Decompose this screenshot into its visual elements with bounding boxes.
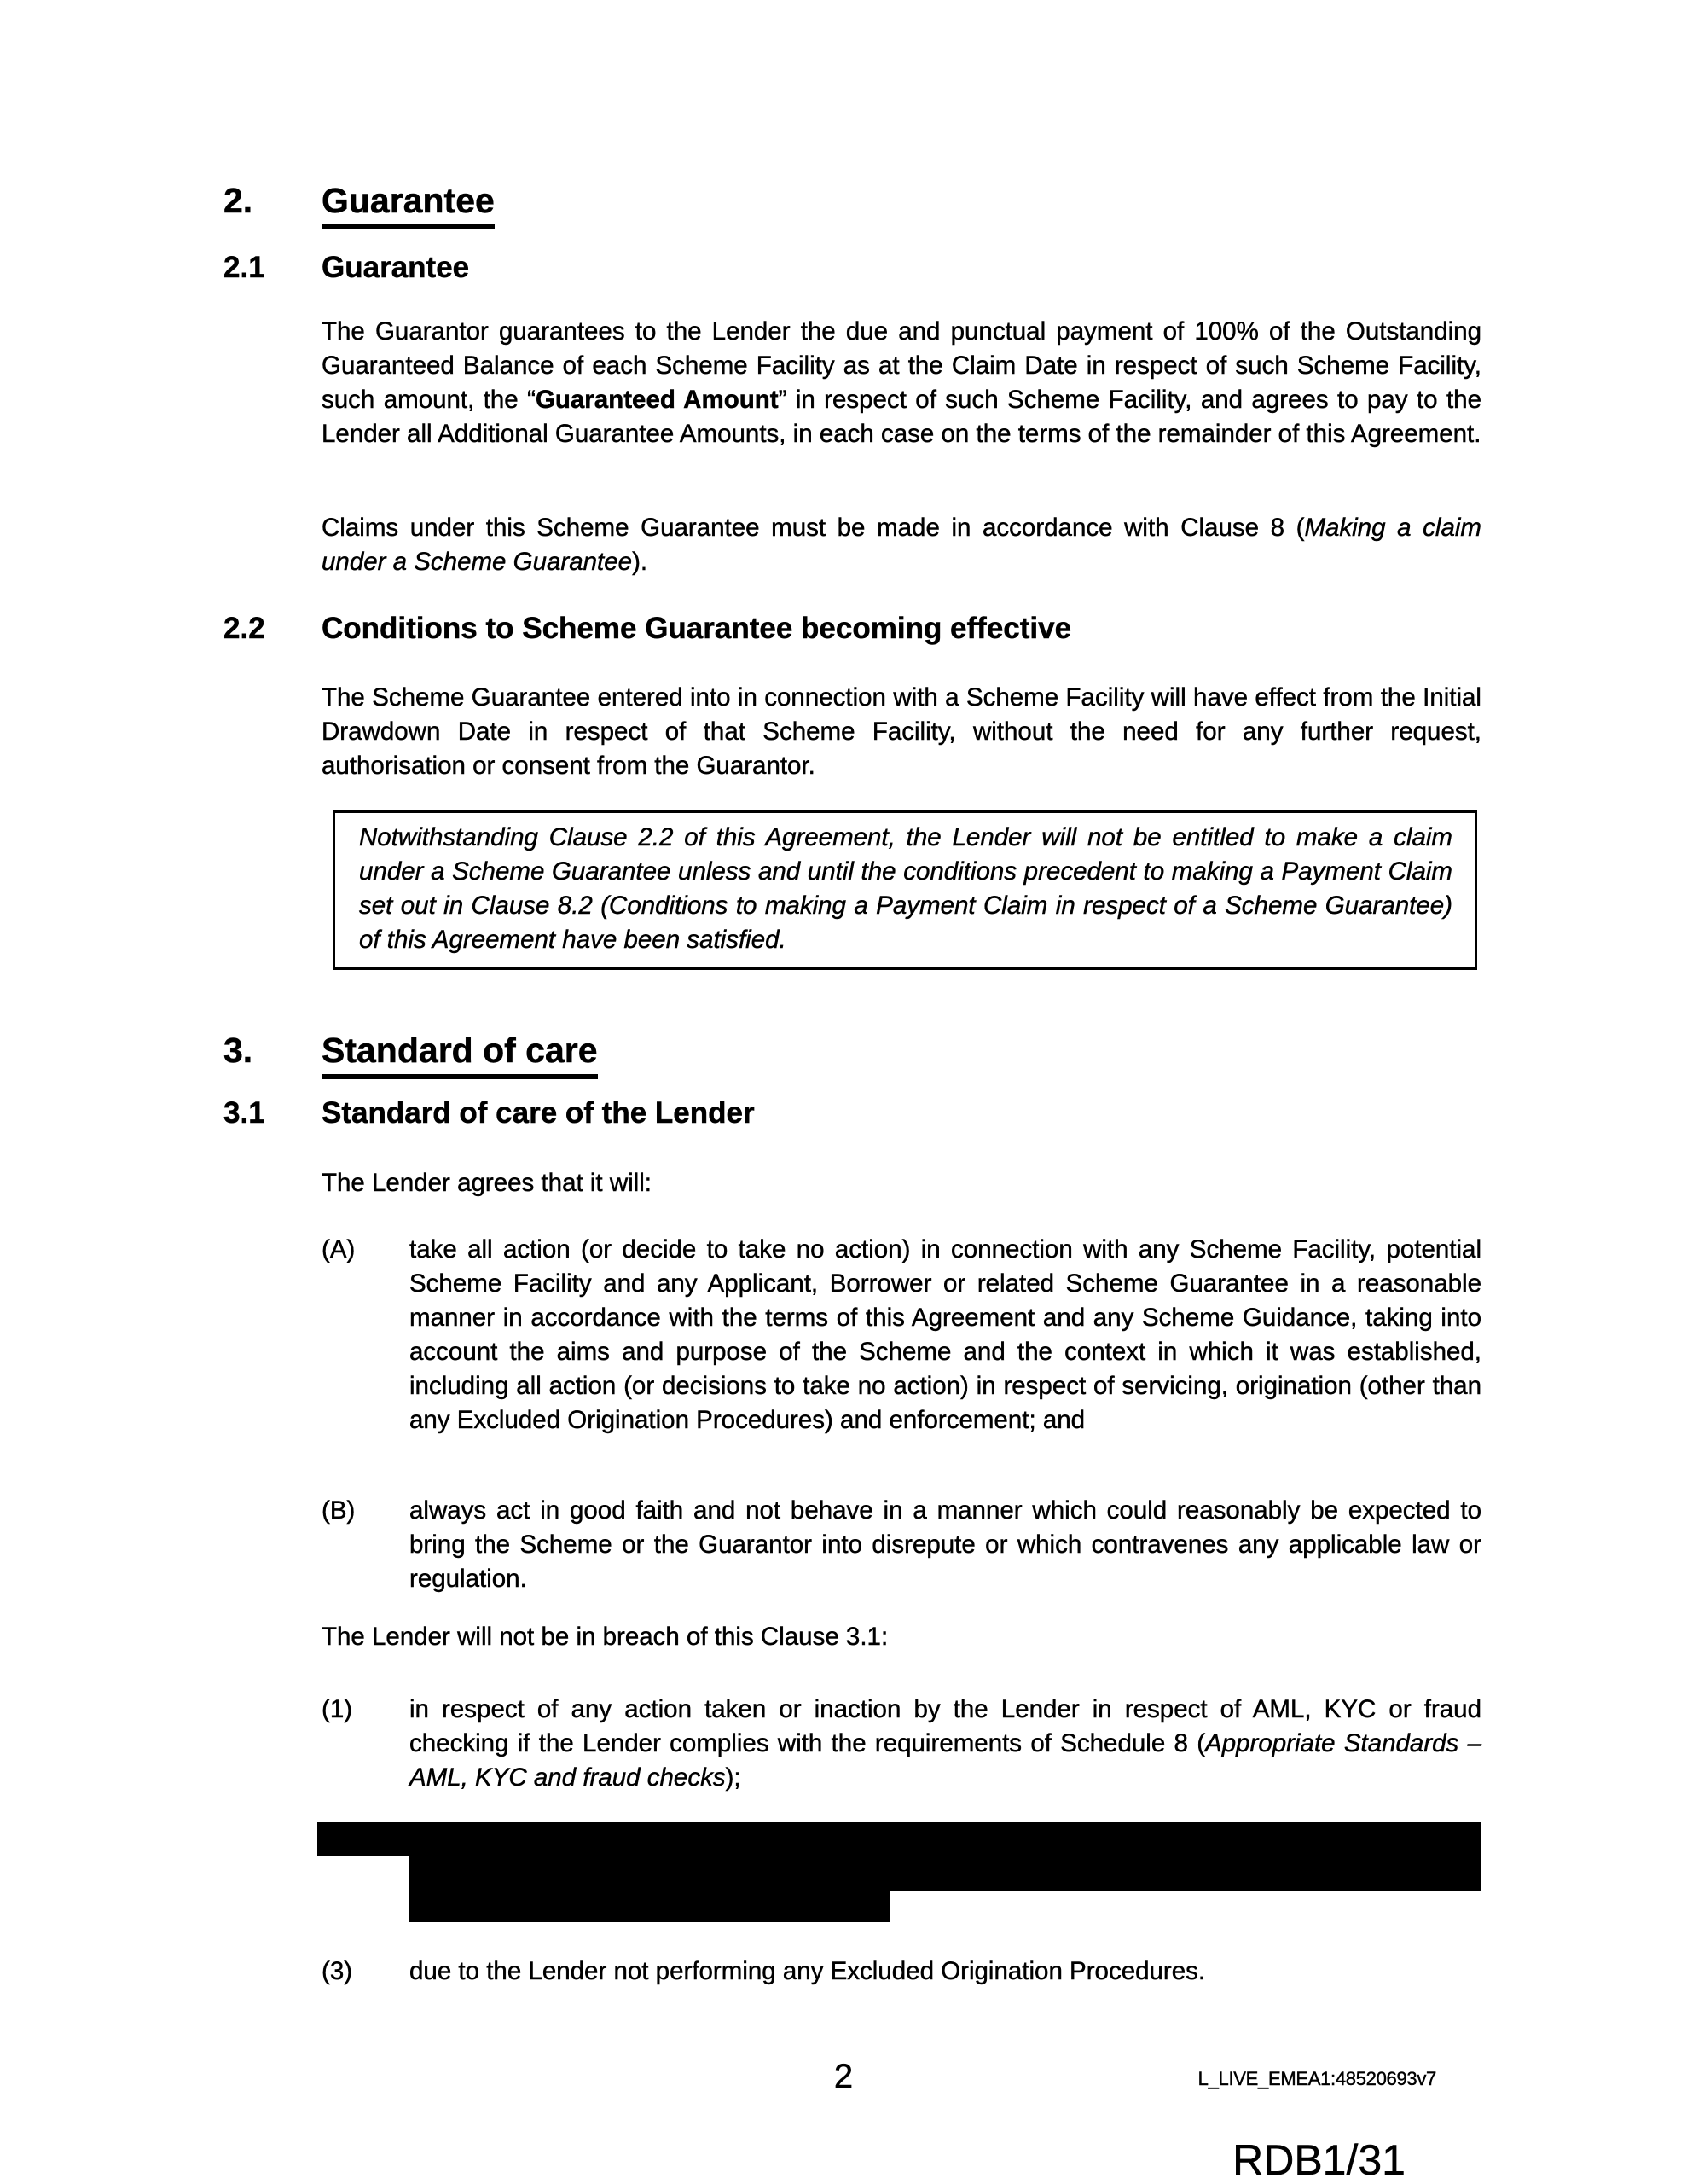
notice-box (333, 810, 1477, 970)
clause-2-1-heading (223, 250, 1481, 286)
paragraph-guarantee-claims: Claims under this Scheme Guarantee must be made in accordance with Clause 8 (Making a claim under a Scheme Guarantee). (322, 514, 1481, 576)
clause-2-2-heading (223, 611, 1481, 647)
clause-title: Conditions to Scheme Guarantee becoming effective (322, 612, 1072, 645)
clause-title: Guarantee (322, 180, 495, 229)
paragraph-breach-intro: The Lender will not be in breach of this Clause 3.1: (322, 1623, 889, 1651)
clause-number: 3. (223, 1031, 253, 1070)
list-marker-a: (A) (322, 1235, 356, 1263)
redaction-bar (409, 1890, 890, 1922)
paragraph-lender-agrees-intro: The Lender agrees that it will: (322, 1169, 652, 1197)
clause-2-heading (223, 180, 1481, 229)
clause-title: Standard of care of the Lender (322, 1096, 755, 1130)
clause-title: Standard of care (322, 1030, 598, 1079)
clause-number: 2. (223, 181, 253, 220)
list-marker-1: (1) (322, 1695, 353, 1723)
redaction-bar (317, 1822, 1481, 1856)
list-item-3 (322, 1955, 1481, 1989)
list-text-b: always act in good faith and not behave in a manner which could reasonably be expected to bring the Scheme or the Guarantor into disrepute or which contravenes any applicable law or regulation. (409, 1496, 1481, 1593)
list-item-b (322, 1494, 1481, 1596)
clause-3-heading (223, 1030, 1481, 1079)
clause-number: 3.1 (223, 1096, 265, 1130)
list-item-a (322, 1233, 1481, 1438)
clause-number: 2.2 (223, 612, 265, 645)
list-marker-b: (B) (322, 1496, 356, 1525)
redaction-bar (409, 1856, 1481, 1891)
list-marker-3: (3) (322, 1957, 353, 1985)
document-reference: L_LIVE_EMEA1:48520693v7 (1197, 2068, 1436, 2089)
list-text-3: due to the Lender not performing any Excluded Origination Procedures. (409, 1957, 1206, 1985)
paragraph-guarantee-main: The Guarantor guarantees to the Lender the due and punctual payment of 100% of the Outstanding Guaranteed Balance of each Scheme Facility as at the Claim Date in respect of such Scheme Facility, such amount, the “Guaranteed Amount” in respect of such Scheme Facility, and agrees to pay to the Lender all Additional Guarantee Amounts, in each case on the terms of the remainder of this Agreement. (322, 317, 1481, 448)
clause-3-1-heading (223, 1095, 1481, 1131)
page-number: 2 (833, 2058, 854, 2095)
list-text-1: in respect of any action taken or inaction by the Lender in respect of AML, KYC or fraud checking if the Lender complies with the requirements of Schedule 8 (Appropriate Standards – AML, KYC and fraud checks); (409, 1695, 1481, 1792)
list-text-a: take all action (or decide to take no action) in connection with any Scheme Facility, potential Scheme Facility and any Applicant, Borrower or related Scheme Guarantee in a reasonable manner in accordance with the terms of this Agreement and any Scheme Guidance, taking into account the aims and purpose of the Scheme and the context in which it was established, including all action (or decisions to take no action) in respect of servicing, origination (other than any Excluded Origination Procedures) and enforcement; and (409, 1235, 1481, 1434)
exhibit-stamp: RDB1/31 (1232, 2136, 1406, 2184)
paragraph-conditions-effect: The Scheme Guarantee entered into in connection with a Scheme Facility will have effect from the Initial Drawdown Date in respect of that Scheme Facility, without the need for any further request, authorisation or consent from the Guarantor. (322, 683, 1481, 780)
list-item-1 (322, 1693, 1481, 1795)
notice-box-text: Notwithstanding Clause 2.2 of this Agreement, the Lender will not be entitled to make a claim under a Scheme Guarantee unless and until the conditions precedent to making a Payment Claim set out in Clause 8.2 (Conditions to making a Payment Claim in respect of a Scheme Guarantee) of this Agreement have been satisfied. (359, 823, 1452, 954)
clause-number: 2.1 (223, 251, 265, 284)
clause-title: Guarantee (322, 251, 470, 284)
